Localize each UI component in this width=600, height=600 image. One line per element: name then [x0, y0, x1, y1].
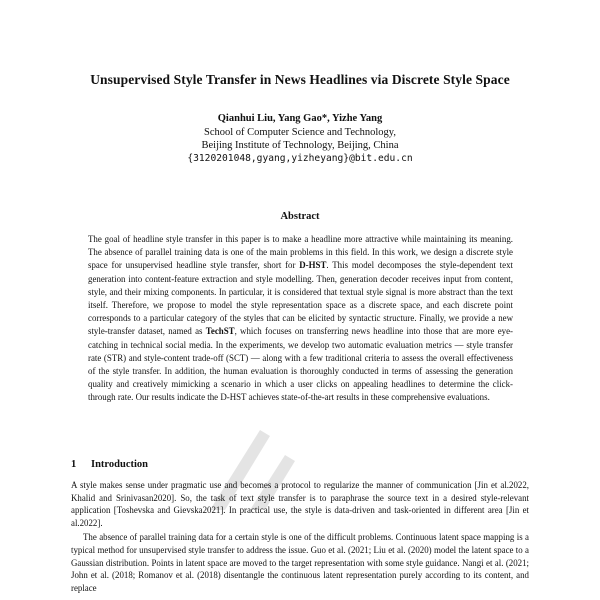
- author-emails: {3120201048,gyang,yizheyang}@bit.edu.cn: [187, 153, 413, 164]
- body-paragraph: A style makes sense under pragmatic use and becomes a protocol to regularize the manner of communication [Jin et al.2022, Khalid and Srinivasan2020]. So, the task of text style transfer is to paraphrase the source text in a desired style-relevant application [Toshevska and Gievska2021]. In practical use, the style is data-driven and task-oriented in different area [Jin et al.2022].: [71, 480, 529, 528]
- model-name-d-hst: D-HST: [299, 260, 327, 271]
- dataset-name-techst: TechST: [205, 326, 235, 337]
- abstract-body: [88, 233, 513, 405]
- abstract-text: . This model decomposes the style-dependent text generation into content-feature extraction and style modelling. Then, generation decoder receives input from content, style, and their mixing components. In particular, it is considered that textual style signal is more abstract than the text itself. Therefore, we propose to model the style representation space as a discrete space, and each discrete point corresponds to a particular category of the styles that can be elicited by syntactic structure. Finally, we provide a new style-transfer dataset, named as: [88, 260, 513, 337]
- affiliation-line: Beijing Institute of Technology, Beijing, China: [201, 140, 399, 151]
- paper-title: Unsupervised Style Transfer in News Headlines via Discrete Style Space: [90, 72, 510, 87]
- body-paragraph: The absence of parallel training data for a certain style is one of the difficult problems. Continuous latent space mapping is a typical method for unsupervised style transfer to address the issue. Guo et al. (2021; Liu et al. (2020) model the latent space to a Gaussian distribution. Points in latent space are moved to the target representation with some style guidance. Nangi et al. (2021; John et al. (2018; Romanov et al. (2018) disentangle the continuous latent representation purely according to its content, and replace: [71, 532, 529, 593]
- section-heading-introduction: [71, 459, 148, 470]
- abstract-text: , which focuses on transferring news headline into those that are more eye-catching in technical social media. In the experiments, we develop two automatic evaluation metrics — style transfer rate (STR) and style-content trade-off (SCT) — along with a few traditional criteria to assess the overall effectiveness of the style transfer. In addition, the human evaluation is thoroughly conducted in terms of assessing the generation quality and creatively mimicking a scenario in which a user clicks on appealing headlines to determine the click-through rate. Our results indicate the D-HST achieves state-of-the-art results in these comprehensive evaluations.: [88, 326, 513, 403]
- section-number: 1: [71, 459, 77, 470]
- affiliation-line: School of Computer Science and Technology,: [203, 127, 396, 138]
- abstract-heading: Abstract: [280, 211, 320, 222]
- abstract-paragraph: [88, 233, 513, 405]
- section-title: Introduction: [91, 459, 148, 470]
- author-list: Qianhui Liu, Yang Gao*, Yizhe Yang: [217, 113, 383, 124]
- abstract-text: The goal of headline style transfer in this paper is to make a headline more attractive while maintaining its meaning. The absence of parallel training data is one of the main problems in this field. In this work, we design a discrete style space for unsupervised headline style transfer, short for: [88, 234, 513, 271]
- introduction-body: [71, 479, 529, 594]
